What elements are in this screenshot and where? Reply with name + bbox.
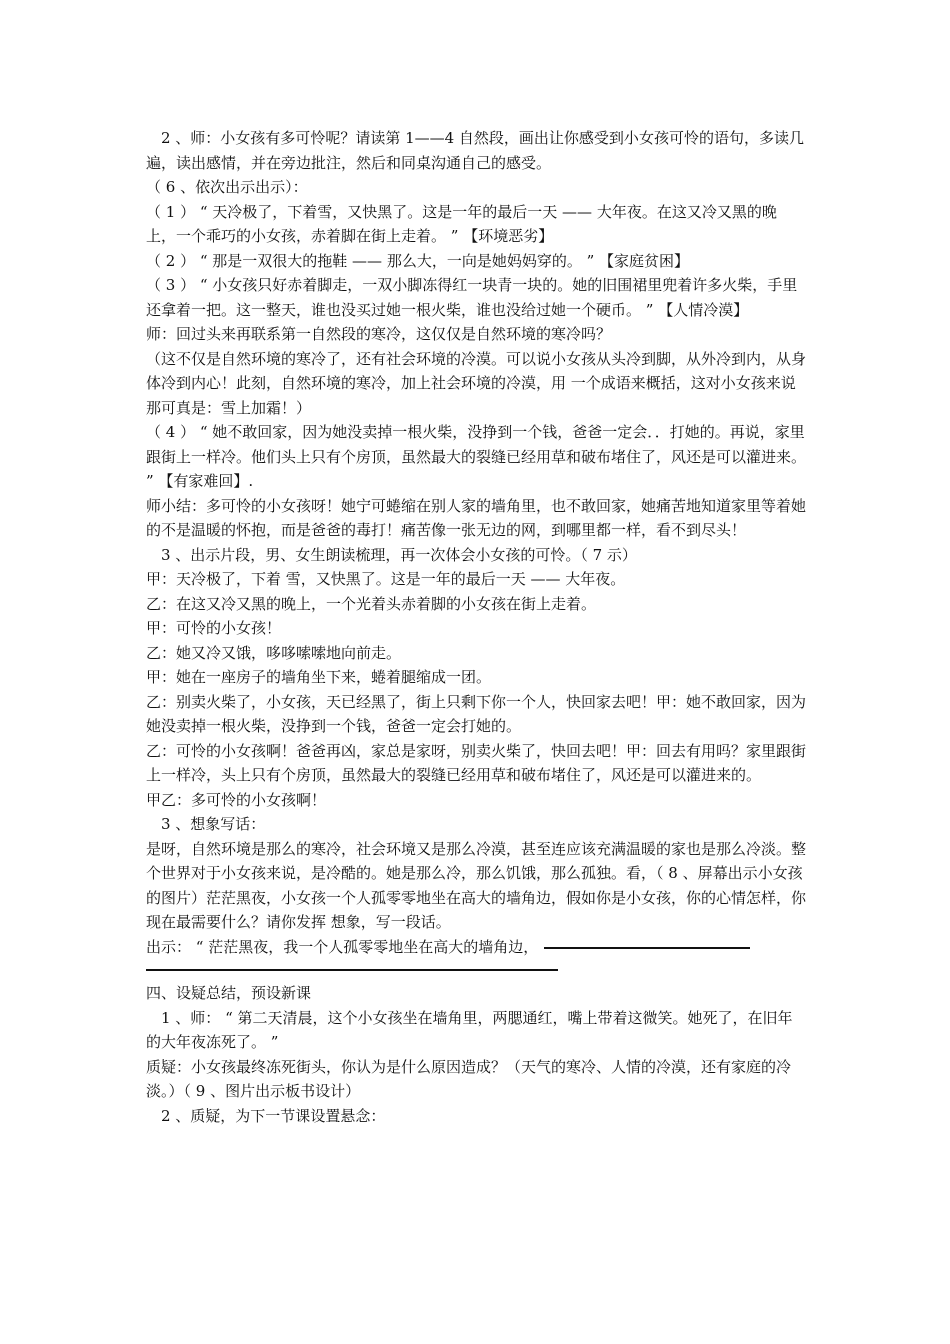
dialogue-line: 乙：在这又冷又黑的晚上，一个光着头赤着脚的小女孩在街上走着。	[146, 594, 597, 613]
paragraph-display-6: （ 6 、依次出示出示）：	[146, 178, 308, 196]
dialogue-line: 甲：她在一座房子的墙角坐下来，蜷着腿缩成一团。	[146, 668, 492, 686]
paragraph-display-prompt	[146, 935, 806, 960]
lesson-text	[146, 126, 806, 1128]
paragraph-step-3-writing: 3 、想象写话：	[146, 815, 266, 833]
paragraph-quote-2: （ 2 ） “ 那是一双很大的拖鞋 —— 那么大，一向是她妈妈穿的。 ” 【家庭贫困】	[146, 251, 690, 270]
paragraph-quote-1: （ 1 ） “ 天冷极了，下着雪，又快黑了。这是一年的最后一天 —— 大年夜。在这又冷又黑的晚 上，一个乖巧的小女孩，赤着脚在街上走着。 ” 【环境恶劣】	[146, 202, 777, 245]
paragraph-teacher-question: 师：回过头来再联系第一自然段的寒冷，这仅仅是自然环境的寒冷吗？	[146, 325, 612, 343]
paragraph-teacher-summary: 师小结：多可怜的小女孩呀！她宁可蜷缩在别人家的墙角里，也不敢回家，她痛苦地知道家里等着她的不是温暖的怀抱，而是爸爸的毒打！痛苦像一张无边的网，到哪里都一样，看不到尽头！	[146, 496, 807, 539]
dialogue-line: 乙：别卖火柴了，小女孩，天已经黑了，街上只剩下你一个人，快回家去吧！甲：她不敢回家，因为她没卖掉一根火柴，没挣到一个钱，爸爸一定会打她的。	[146, 692, 807, 735]
dialogue-line: 甲乙：多可怜的小女孩啊！	[146, 790, 327, 809]
paragraph-explanation: （这不仅是自然环境的寒冷了，还有社会环境的冷漠。可以说小女孩从头冷到脚，从外冷到内，从身体冷到内心！此刻，自然环境的寒冷，加上社会环境的冷漠，用 一个成语来概括，这对小女孩来说那可真是：雪上加霜！）	[146, 349, 807, 417]
dialogue-line: 甲：天冷极了，下着 雪，又快黑了。这是一年的最后一天 —— 大年夜。	[146, 570, 626, 588]
dialogue-line: 乙：她又冷又饿，哆哆嗦嗦地向前走。	[146, 643, 402, 662]
paragraph-quote-3: （ 3 ） “ 小女孩只好赤着脚走，一双小脚冻得红一块青一块的。她的旧围裙里兜着许多火柴，手里还拿着一把。这一整天，谁也没买过她一根火柴，谁也没给过她一个硬币。 ” 【人情冷漠】	[146, 276, 798, 319]
paragraph-step-3: 3 、出示片段，男、女生朗读梳理，再一次体会小女孩的可怜。（ 7 示）	[146, 545, 637, 564]
paragraph-step-2: 2 、师：小女孩有多可怜呢？请读第 1——4 自然段，画出让你感受到小女孩可怜的语句，多读几遍，读出感情，并在旁边批注，然后和同桌沟通自己的感受。	[146, 129, 804, 172]
fill-in-blank	[544, 947, 750, 949]
dialogue-line: 甲：可怜的小女孩！	[146, 619, 282, 637]
section-heading-four: 四、设疑总结，预设新课	[146, 984, 312, 1002]
paragraph-step-1: 1 、师： “ 第二天清晨，这个小女孩坐在墙角里，两腮通红，嘴上带着这微笑。她死了，在旧年的大年夜冻死了。 ”	[146, 1008, 793, 1051]
paragraph-step-2-final: 2 、质疑，为下一节课设置悬念：	[146, 1106, 386, 1125]
paragraph-question: 质疑：小女孩最终冻死街头，你认为是什么原因造成？（天气的寒冷、人情的冷漠，还有家庭的冷淡。）（ 9 、图片出示板书设计）	[146, 1057, 792, 1100]
paragraph-quote-4: （ 4 ） “ 她不敢回家，因为她没卖掉一根火柴，没挣到一个钱，爸爸一定会．．打她的。再说，家里跟街上一样冷。他们头上只有个房顶，虽然最大的裂缝已经用草和破布堵住了，风还是可以灌进来。 ” 【有家难回】.	[146, 423, 807, 490]
display-prompt-text: 出示： “ 茫茫黑夜，我一个人孤零零地坐在高大的墙角边，	[146, 937, 539, 956]
fill-in-blank-line	[146, 969, 558, 971]
dialogue-line: 乙：可怜的小女孩啊！爸爸再凶，家总是家呀，别卖火柴了，快回去吧！甲：回去有用吗？家里跟街上一样冷，头上只有个房顶，虽然最大的裂缝已经用草和破布堵住了，风还是可以灌进来的。	[146, 741, 807, 784]
paragraph-writing-prompt: 是呀，自然环境是那么的寒冷，社会环境又是那么冷漠，甚至连应该充满温暖的家也是那么冷淡。整个世界对于小女孩来说，是冷酷的。她是那么冷，那么饥饿，那么孤独。看，（ 8 、屏幕出示小女孩的图片）茫茫黑夜，小女孩一个人孤零零地坐在高大的墙角边，假如你是小女孩，你的心情怎样，你现在最需要什么？请你发挥 想象，写一段话。	[146, 839, 807, 931]
